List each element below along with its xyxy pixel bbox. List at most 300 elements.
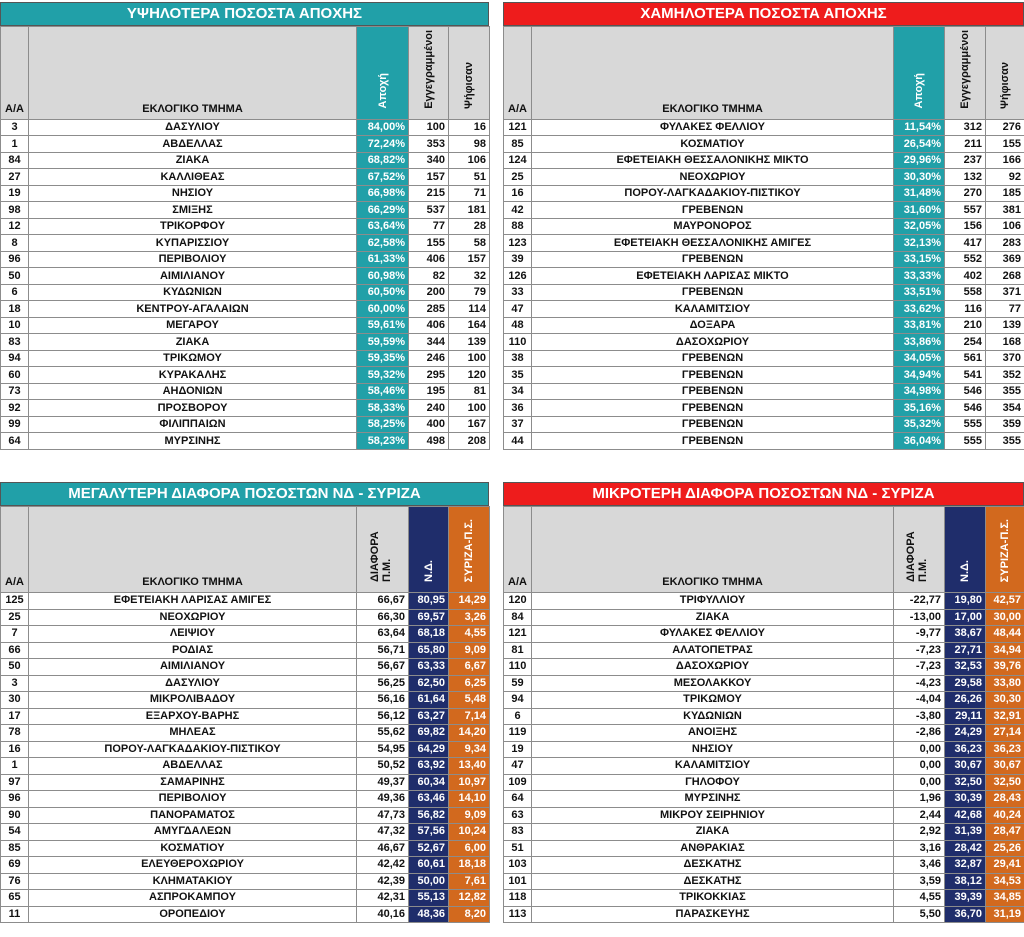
smallest-difference-panel [503, 482, 1024, 923]
cell-district: ΑΙΜΙΛΙΑΝΟΥ [29, 268, 357, 285]
cell-registered: 270 [945, 185, 986, 202]
cell-syriza: 39,76 [986, 659, 1024, 676]
cell-voted: 283 [986, 235, 1024, 252]
cell-nd: 17,00 [945, 609, 986, 626]
cell-district: ΤΡΙΚΩΜΟΥ [532, 692, 894, 709]
cell-district: ΚΟΣΜΑΤΙΟΥ [532, 136, 894, 153]
panel-title: ΜΕΓΑΛΥΤΕΡΗ ΔΙΑΦΟΡΑ ΠΟΣΟΣΤΩΝ ΝΔ - ΣΥΡΙΖΑ [0, 482, 489, 506]
cell-syriza: 9,34 [449, 741, 490, 758]
cell-district: ΓΡΕΒΕΝΩΝ [532, 400, 894, 417]
cell-district: ΜΑΥΡΟΝΟΡΟΣ [532, 218, 894, 235]
cell-registered: 77 [409, 218, 449, 235]
table-row [1, 416, 490, 433]
cell-aa: 110 [504, 659, 532, 676]
table-body [1, 593, 490, 923]
cell-aa: 30 [1, 692, 29, 709]
table-row [504, 675, 1024, 692]
table-row [504, 202, 1024, 219]
cell-abstention: 58,23% [357, 433, 409, 450]
cell-aa: 1 [1, 136, 29, 153]
cell-aa: 125 [1, 593, 29, 610]
cell-aa: 103 [504, 857, 532, 874]
table-row [504, 873, 1024, 890]
table-row [1, 433, 490, 450]
panel-title: ΥΨΗΛΟΤΕΡΑ ΠΟΣΟΣΤΑ ΑΠΟΧΗΣ [0, 2, 489, 26]
cell-difference: 49,36 [357, 791, 409, 808]
cell-abstention: 34,05% [894, 350, 945, 367]
cell-aa: 33 [504, 284, 532, 301]
cell-district: ΤΡΙΚΟΚΚΙΑΣ [532, 890, 894, 907]
panel-title: ΧΑΜΗΛΟΤΕΡΑ ΠΟΣΟΣΤΑ ΑΠΟΧΗΣ [503, 2, 1024, 26]
table-row [504, 367, 1024, 384]
cell-aa: 84 [504, 609, 532, 626]
cell-difference: 54,95 [357, 741, 409, 758]
cell-registered: 353 [409, 136, 449, 153]
cell-district: ΡΟΔΙΑΣ [29, 642, 357, 659]
cell-nd: 50,00 [409, 873, 449, 890]
cell-nd: 36,23 [945, 741, 986, 758]
cell-aa: 34 [504, 383, 532, 400]
cell-district: ΔΟΞΑΡΑ [532, 317, 894, 334]
table-row [1, 725, 490, 742]
cell-voted: 181 [449, 202, 490, 219]
cell-aa: 48 [504, 317, 532, 334]
cell-difference: 56,67 [357, 659, 409, 676]
cell-difference: 40,16 [357, 906, 409, 923]
table-row [1, 251, 490, 268]
table-row [504, 807, 1024, 824]
cell-district: ΖΙΑΚΑ [29, 334, 357, 351]
cell-syriza: 14,20 [449, 725, 490, 742]
col-abstention-label: Αποχή [913, 73, 925, 109]
cell-aa: 37 [504, 416, 532, 433]
cell-aa: 88 [504, 218, 532, 235]
cell-nd: 60,61 [409, 857, 449, 874]
table-row [504, 593, 1024, 610]
table-body [1, 119, 490, 449]
table-row [1, 301, 490, 318]
cell-district: ΑΗΔΟΝΙΩΝ [29, 383, 357, 400]
table-row [504, 416, 1024, 433]
cell-nd: 56,82 [409, 807, 449, 824]
cell-aa: 94 [1, 350, 29, 367]
cell-abstention: 31,48% [894, 185, 945, 202]
table-row [1, 609, 490, 626]
col-voted-label: Ψήφισαν [463, 61, 475, 109]
cell-nd: 42,68 [945, 807, 986, 824]
cell-aa: 66 [1, 642, 29, 659]
cell-district: ΓΗΛΟΦΟΥ [532, 774, 894, 791]
cell-district: ΚΥΔΩΝΙΩΝ [29, 284, 357, 301]
cell-district: ΛΕΙΨΙΟΥ [29, 626, 357, 643]
table-row [504, 642, 1024, 659]
cell-abstention: 32,13% [894, 235, 945, 252]
cell-nd: 32,50 [945, 774, 986, 791]
lowest-abstention-table [503, 26, 1024, 450]
cell-registered: 555 [945, 433, 986, 450]
cell-district: ΑΛΑΤΟΠΕΤΡΑΣ [532, 642, 894, 659]
cell-nd: 63,33 [409, 659, 449, 676]
cell-aa: 3 [1, 119, 29, 136]
table-row [1, 675, 490, 692]
cell-nd: 31,39 [945, 824, 986, 841]
cell-registered: 237 [945, 152, 986, 169]
cell-aa: 6 [504, 708, 532, 725]
cell-abstention: 33,33% [894, 268, 945, 285]
cell-district: ΜΥΡΣΙΝΗΣ [29, 433, 357, 450]
cell-registered: 498 [409, 433, 449, 450]
cell-aa: 3 [1, 675, 29, 692]
cell-abstention: 35,32% [894, 416, 945, 433]
cell-district: ΠΡΟΣΒΟΡΟΥ [29, 400, 357, 417]
largest-difference-table [0, 506, 490, 923]
cell-abstention: 35,16% [894, 400, 945, 417]
cell-syriza: 29,41 [986, 857, 1024, 874]
cell-abstention: 36,04% [894, 433, 945, 450]
cell-difference: -7,23 [894, 659, 945, 676]
cell-district: ΕΞΑΡΧΟΥ-ΒΑΡΗΣ [29, 708, 357, 725]
table-row [504, 433, 1024, 450]
col-syriza-label: ΣΥΡΙΖΑ-Π.Σ. [463, 518, 475, 582]
table-row [504, 659, 1024, 676]
table-row [1, 906, 490, 923]
cell-syriza: 9,09 [449, 807, 490, 824]
cell-difference: -4,04 [894, 692, 945, 709]
col-nd-label: Ν.Δ. [959, 560, 971, 582]
cell-district: ΣΜΙΞΗΣ [29, 202, 357, 219]
cell-syriza: 4,55 [449, 626, 490, 643]
cell-aa: 12 [1, 218, 29, 235]
cell-district: ΓΡΕΒΕΝΩΝ [532, 350, 894, 367]
cell-district: ΖΙΑΚΑ [532, 824, 894, 841]
cell-aa: 97 [1, 774, 29, 791]
cell-nd: 60,34 [409, 774, 449, 791]
cell-syriza: 30,30 [986, 692, 1024, 709]
cell-aa: 65 [1, 890, 29, 907]
cell-district: ΑΣΠΡΟΚΑΜΠΟΥ [29, 890, 357, 907]
cell-aa: 85 [504, 136, 532, 153]
cell-voted: 106 [449, 152, 490, 169]
cell-registered: 541 [945, 367, 986, 384]
table-row [1, 692, 490, 709]
table-row [1, 840, 490, 857]
cell-abstention: 33,86% [894, 334, 945, 351]
cell-difference: 3,46 [894, 857, 945, 874]
cell-syriza: 30,00 [986, 609, 1024, 626]
cell-nd: 32,87 [945, 857, 986, 874]
cell-difference: 2,44 [894, 807, 945, 824]
cell-aa: 73 [1, 383, 29, 400]
cell-registered: 195 [409, 383, 449, 400]
cell-voted: 268 [986, 268, 1024, 285]
table-header-row [504, 507, 1024, 593]
cell-nd: 65,80 [409, 642, 449, 659]
col-difference-label: ΔΙΑΦΟΡΑ Π.Μ. [905, 531, 929, 582]
table-row [504, 626, 1024, 643]
highest-abstention-table [0, 26, 490, 450]
cell-voted: 359 [986, 416, 1024, 433]
cell-syriza: 6,00 [449, 840, 490, 857]
cell-syriza: 40,24 [986, 807, 1024, 824]
cell-district: ΠΕΡΙΒΟΛΙΟΥ [29, 791, 357, 808]
cell-difference: 0,00 [894, 774, 945, 791]
cell-syriza: 10,97 [449, 774, 490, 791]
cell-voted: 185 [986, 185, 1024, 202]
table-row [504, 758, 1024, 775]
cell-voted: 381 [986, 202, 1024, 219]
table-row [1, 367, 490, 384]
cell-district: ΔΑΣΥΛΙΟΥ [29, 119, 357, 136]
cell-syriza: 30,67 [986, 758, 1024, 775]
cell-abstention: 29,96% [894, 152, 945, 169]
cell-nd: 61,64 [409, 692, 449, 709]
table-row [504, 350, 1024, 367]
table-row [1, 383, 490, 400]
table-row [504, 725, 1024, 742]
cell-aa: 7 [1, 626, 29, 643]
cell-nd: 69,57 [409, 609, 449, 626]
cell-aa: 1 [1, 758, 29, 775]
cell-aa: 50 [1, 659, 29, 676]
cell-abstention: 58,33% [357, 400, 409, 417]
cell-difference: 49,37 [357, 774, 409, 791]
cell-abstention: 84,00% [357, 119, 409, 136]
table-row [1, 350, 490, 367]
cell-aa: 96 [1, 251, 29, 268]
cell-aa: 51 [504, 840, 532, 857]
cell-aa: 84 [1, 152, 29, 169]
col-voted [986, 27, 1024, 120]
cell-registered: 555 [945, 416, 986, 433]
cell-aa: 81 [504, 642, 532, 659]
table-row [504, 268, 1024, 285]
cell-registered: 537 [409, 202, 449, 219]
cell-aa: 19 [504, 741, 532, 758]
col-aa: Α/Α [504, 27, 532, 120]
cell-difference: 50,52 [357, 758, 409, 775]
cell-aa: 78 [1, 725, 29, 742]
table-row [1, 235, 490, 252]
cell-syriza: 12,82 [449, 890, 490, 907]
table-row [504, 383, 1024, 400]
cell-registered: 406 [409, 317, 449, 334]
table-row [504, 251, 1024, 268]
cell-registered: 340 [409, 152, 449, 169]
cell-voted: 164 [449, 317, 490, 334]
table-row [1, 185, 490, 202]
cell-difference: 56,16 [357, 692, 409, 709]
table-row [504, 169, 1024, 186]
cell-registered: 295 [409, 367, 449, 384]
cell-district: ΓΡΕΒΕΝΩΝ [532, 202, 894, 219]
cell-district: ΝΕΟΧΩΡΙΟΥ [532, 169, 894, 186]
table-row [504, 317, 1024, 334]
cell-district: ΠΕΡΙΒΟΛΙΟΥ [29, 251, 357, 268]
cell-aa: 119 [504, 725, 532, 742]
cell-difference: 63,64 [357, 626, 409, 643]
cell-aa: 27 [1, 169, 29, 186]
cell-registered: 557 [945, 202, 986, 219]
cell-abstention: 67,52% [357, 169, 409, 186]
cell-voted: 355 [986, 383, 1024, 400]
cell-registered: 157 [409, 169, 449, 186]
cell-aa: 64 [504, 791, 532, 808]
cell-district: ΝΗΣΙΟΥ [532, 741, 894, 758]
cell-district: ΕΦΕΤΕΙΑΚΗ ΘΕΣΣΑΛΟΝΙΚΗΣ ΜΙΚΤΟ [532, 152, 894, 169]
panel-title: ΜΙΚΡΟΤΕΡΗ ΔΙΑΦΟΡΑ ΠΟΣΟΣΤΩΝ ΝΔ - ΣΥΡΙΖΑ [503, 482, 1024, 506]
cell-nd: 64,29 [409, 741, 449, 758]
cell-difference: 56,25 [357, 675, 409, 692]
cell-district: ΜΕΓΑΡΟΥ [29, 317, 357, 334]
cell-district: ΕΦΕΤΕΙΑΚΗ ΛΑΡΙΣΑΣ ΜΙΚΤΟ [532, 268, 894, 285]
cell-aa: 63 [504, 807, 532, 824]
table-row [1, 202, 490, 219]
cell-abstention: 33,81% [894, 317, 945, 334]
cell-district: ΓΡΕΒΕΝΩΝ [532, 416, 894, 433]
cell-syriza: 28,47 [986, 824, 1024, 841]
table-row [1, 758, 490, 775]
cell-difference: 42,31 [357, 890, 409, 907]
cell-nd: 80,95 [409, 593, 449, 610]
col-name: ΕΚΛΟΓΙΚΟ ΤΜΗΜΑ [532, 507, 894, 593]
cell-difference: 46,67 [357, 840, 409, 857]
table-row [504, 840, 1024, 857]
table-row [1, 317, 490, 334]
cell-district: ΑΙΜΙΛΙΑΝΟΥ [29, 659, 357, 676]
cell-nd: 63,92 [409, 758, 449, 775]
cell-syriza: 31,19 [986, 906, 1024, 923]
cell-nd: 30,39 [945, 791, 986, 808]
cell-district: ΚΥΡΑΚΑΛΗΣ [29, 367, 357, 384]
cell-syriza: 28,43 [986, 791, 1024, 808]
cell-aa: 76 [1, 873, 29, 890]
cell-district: ΚΑΛΑΜΙΤΣΙΟΥ [532, 758, 894, 775]
table-row [1, 268, 490, 285]
cell-difference: -9,77 [894, 626, 945, 643]
cell-nd: 63,46 [409, 791, 449, 808]
col-name: ΕΚΛΟΓΙΚΟ ΤΜΗΜΑ [29, 27, 357, 120]
cell-syriza: 7,61 [449, 873, 490, 890]
cell-registered: 546 [945, 383, 986, 400]
cell-syriza: 32,91 [986, 708, 1024, 725]
cell-aa: 36 [504, 400, 532, 417]
table-row [504, 708, 1024, 725]
cell-aa: 109 [504, 774, 532, 791]
highest-abstention-panel [0, 2, 489, 450]
cell-district: ΦΙΛΙΠΠΑΙΩΝ [29, 416, 357, 433]
cell-registered: 155 [409, 235, 449, 252]
cell-registered: 240 [409, 400, 449, 417]
cell-registered: 156 [945, 218, 986, 235]
cell-difference: -22,77 [894, 593, 945, 610]
col-syriza [986, 507, 1024, 593]
table-row [1, 136, 490, 153]
cell-abstention: 59,61% [357, 317, 409, 334]
cell-district: ΜΥΡΣΙΝΗΣ [532, 791, 894, 808]
table-row [1, 152, 490, 169]
table-row [1, 857, 490, 874]
col-syriza-label: ΣΥΡΙΖΑ-Π.Σ. [999, 518, 1011, 582]
cell-voted: 166 [986, 152, 1024, 169]
table-row [1, 334, 490, 351]
col-registered-label: Εγγεγραμμένοι [422, 30, 435, 109]
cell-abstention: 34,94% [894, 367, 945, 384]
cell-voted: 71 [449, 185, 490, 202]
cell-syriza: 6,25 [449, 675, 490, 692]
cell-aa: 44 [504, 433, 532, 450]
cell-difference: 56,12 [357, 708, 409, 725]
cell-voted: 139 [986, 317, 1024, 334]
table-row [1, 708, 490, 725]
cell-district: ΖΙΑΚΑ [29, 152, 357, 169]
cell-abstention: 31,60% [894, 202, 945, 219]
cell-aa: 124 [504, 152, 532, 169]
cell-voted: 167 [449, 416, 490, 433]
cell-syriza: 10,24 [449, 824, 490, 841]
col-difference [357, 507, 409, 593]
col-difference [894, 507, 945, 593]
cell-difference: 5,50 [894, 906, 945, 923]
table-row [504, 692, 1024, 709]
cell-district: ΠΟΡΟΥ-ΛΑΓΚΑΔΑΚΙΟΥ-ΠΙΣΤΙΚΟΥ [532, 185, 894, 202]
cell-aa: 120 [504, 593, 532, 610]
cell-registered: 211 [945, 136, 986, 153]
cell-difference: 2,92 [894, 824, 945, 841]
cell-aa: 6 [1, 284, 29, 301]
cell-district: ΠΟΡΟΥ-ΛΑΓΚΑΔΑΚΙΟΥ-ΠΙΣΤΙΚΟΥ [29, 741, 357, 758]
cell-abstention: 61,33% [357, 251, 409, 268]
cell-syriza: 36,23 [986, 741, 1024, 758]
cell-syriza: 33,80 [986, 675, 1024, 692]
cell-nd: 39,39 [945, 890, 986, 907]
table-row [504, 218, 1024, 235]
table-row [504, 136, 1024, 153]
cell-voted: 155 [986, 136, 1024, 153]
cell-syriza: 6,67 [449, 659, 490, 676]
table-row [504, 334, 1024, 351]
cell-voted: 370 [986, 350, 1024, 367]
cell-aa: 121 [504, 119, 532, 136]
cell-aa: 47 [504, 758, 532, 775]
cell-abstention: 62,58% [357, 235, 409, 252]
cell-nd: 68,18 [409, 626, 449, 643]
cell-voted: 100 [449, 350, 490, 367]
cell-difference: 1,96 [894, 791, 945, 808]
cell-district: ΑΒΔΕΛΛΑΣ [29, 136, 357, 153]
table-row [1, 741, 490, 758]
table-row [504, 741, 1024, 758]
cell-district: ΤΡΙΦΥΛΛΙΟΥ [532, 593, 894, 610]
cell-nd: 19,80 [945, 593, 986, 610]
table-row [504, 609, 1024, 626]
cell-district: ΓΡΕΒΕΝΩΝ [532, 433, 894, 450]
cell-district: ΜΙΚΡΟΥ ΣΕΙΡΗΝΙΟΥ [532, 807, 894, 824]
cell-district: ΓΡΕΒΕΝΩΝ [532, 251, 894, 268]
cell-aa: 118 [504, 890, 532, 907]
cell-voted: 92 [986, 169, 1024, 186]
cell-abstention: 58,25% [357, 416, 409, 433]
col-voted [449, 27, 490, 120]
cell-abstention: 30,30% [894, 169, 945, 186]
cell-nd: 38,67 [945, 626, 986, 643]
cell-syriza: 8,20 [449, 906, 490, 923]
cell-district: ΔΑΣΟΧΩΡΙΟΥ [532, 659, 894, 676]
cell-aa: 50 [1, 268, 29, 285]
cell-voted: 100 [449, 400, 490, 417]
cell-district: ΔΑΣΟΧΩΡΙΟΥ [532, 334, 894, 351]
cell-voted: 16 [449, 119, 490, 136]
cell-syriza: 9,09 [449, 642, 490, 659]
